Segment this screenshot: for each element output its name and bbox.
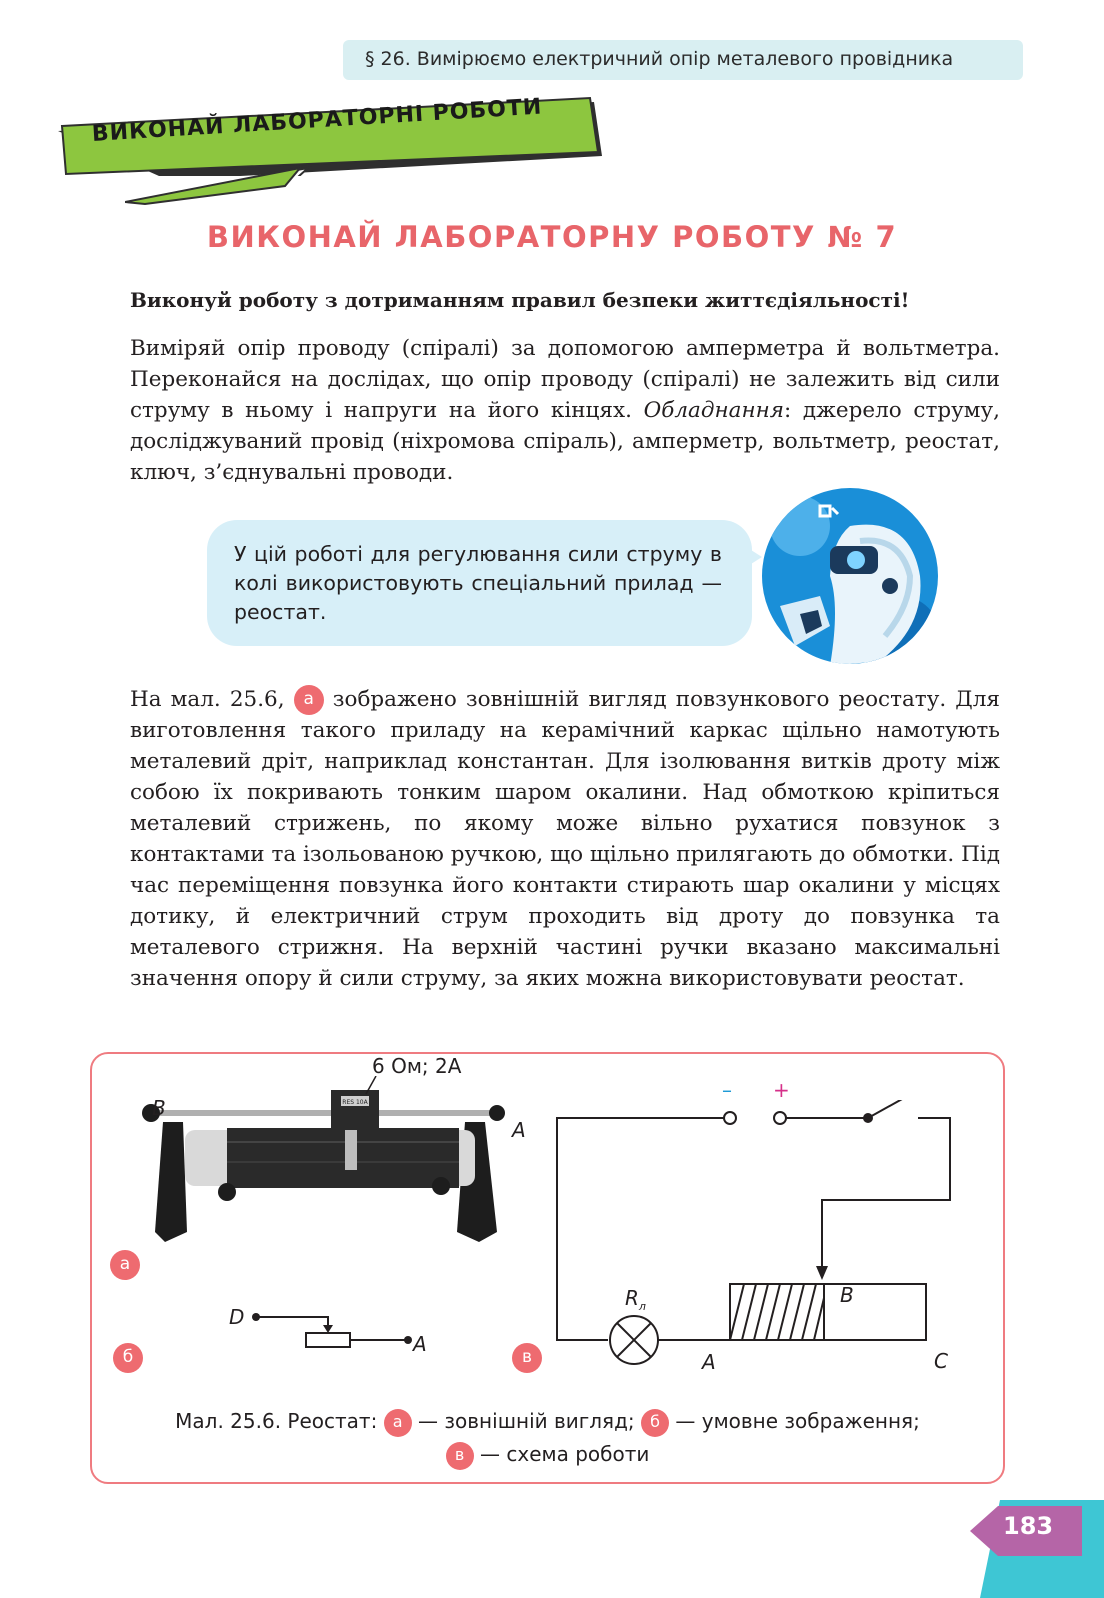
minus-sign: –: [722, 1078, 732, 1102]
rheostat-text-2: зображено зовнішній вигляд повзункового реостату. Для виготовлення такого приладу на керамічний каркас щільно намотують металевий дріт, наприклад константан. Для ізолювання витків дроту між собою їх покривають тонким шаром окалини. Над обмоткою кріпиться металевий стрижень, по якому може вільно рухатися повзунок з контактами та ізольованою ручкою, що щільно прилягають до обмотки. Під час переміщення повзунка його контакти стирають шар окалини у місцях дотику, й електричний струм проходить від дроту до повзунка та металевого стрижня. На верхній частині ручки вказано максимальні значення опору й сили струму, за яких можна використовувати реостат.: [130, 687, 1000, 991]
caption-part-v: — схема роботи: [473, 1442, 650, 1466]
label-a-photo: A: [512, 1118, 526, 1142]
marker-a: а: [294, 685, 324, 715]
caption-marker-v: в: [446, 1442, 474, 1470]
safety-note: Виконуй роботу з дотриманням правил безпеки життєдіяльності!: [130, 288, 910, 312]
page-number: 183: [1003, 1512, 1054, 1540]
lab-title: ВИКОНАЙ ЛАБОРАТОРНУ РОБОТУ № 7: [206, 220, 898, 254]
label-b-circuit: B: [840, 1283, 854, 1307]
label-b-photo: B: [152, 1096, 166, 1120]
task-text-2: : джерело струму, досліджуваний провід (ніхромова спіраль), амперметр, вольтметр, реостат, ключ, з’єднувальні проводи.: [130, 398, 1000, 485]
figure-marker-v: в: [512, 1343, 542, 1373]
label-a-circuit: A: [702, 1350, 716, 1374]
figure-marker-a: а: [110, 1250, 140, 1280]
caption-marker-b: б: [641, 1409, 669, 1437]
robot-illustration: [760, 486, 940, 666]
speech-bubble-tail: [740, 543, 762, 571]
banner-tail: [125, 166, 325, 206]
paragraph-task: [130, 333, 1000, 488]
caption-marker-a: а: [384, 1409, 412, 1437]
caption-prefix: Мал. 25.6. Реостат:: [175, 1409, 384, 1433]
equipment-label: Обладнання: [643, 398, 784, 423]
figure-marker-b: б: [113, 1343, 143, 1373]
label-c-circuit: C: [934, 1349, 948, 1373]
lamp-label: $R_л$: [625, 1286, 646, 1313]
rheostat-symbol: [250, 1305, 420, 1355]
section-header: [343, 40, 1023, 80]
task-text-1: Виміряй опір проводу (спіралі) за допомогою амперметра й вольтметра. Переконайся на дослідах, що опір проводу (спіралі) не залежить від сили струму в ньому і напруги на його кінцях.: [130, 336, 1000, 423]
label-d-symbol: D: [229, 1305, 245, 1329]
rheostat-rating: 6 Ом; 2А: [372, 1054, 462, 1078]
circuit-diagram: [550, 1100, 960, 1380]
rating-pointer: [362, 1076, 382, 1096]
bubble-text: У цій роботі для регулювання сили струму в колі використовують спеціальний прилад — реостат.: [234, 542, 722, 624]
figure-caption-line2: [90, 1437, 1005, 1471]
paragraph-rheostat: [130, 684, 1000, 994]
rheostat-text-1: На мал. 25.6,: [130, 687, 294, 712]
plus-sign: +: [773, 1078, 790, 1102]
figure-caption-line1: [90, 1404, 1005, 1438]
caption-part-b: — умовне зображення;: [669, 1409, 920, 1433]
rheostat-photo: [135, 1082, 510, 1252]
device-tag: RES 10A: [342, 1099, 368, 1106]
banner-text: ВИКОНАЙ ЛАБОРАТОРНІ РОБОТИ: [91, 94, 544, 147]
caption-part-a: — зовнішній вигляд;: [411, 1409, 642, 1433]
section-title: § 26. Вимірюємо електричний опір металевого провідника: [365, 48, 954, 70]
label-a-symbol: A: [413, 1332, 427, 1356]
